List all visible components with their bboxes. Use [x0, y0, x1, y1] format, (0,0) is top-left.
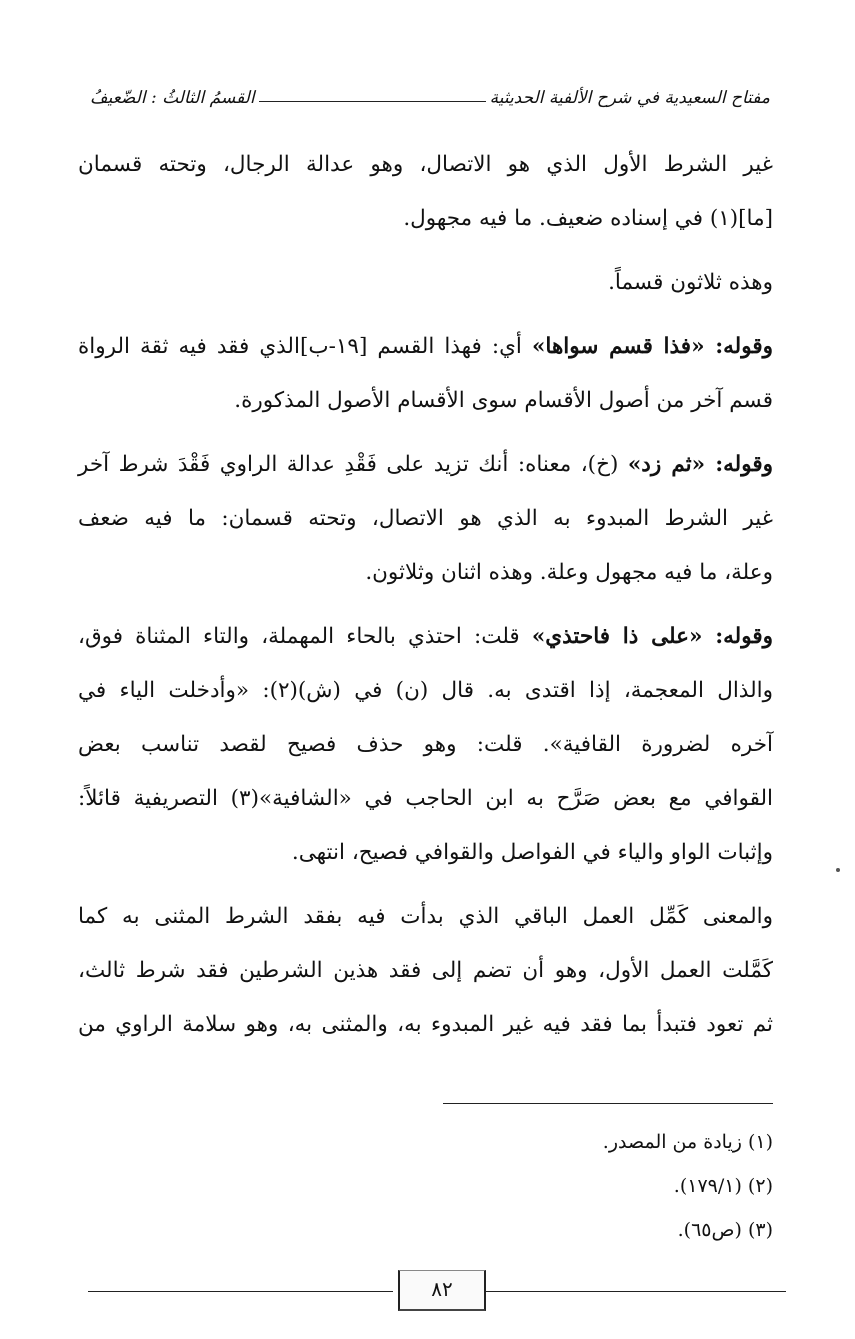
text-line: ثم تعود فتبدأ بما فقد فيه غير المبدوء به، والمثنى به، وهو سلامة الراوي من	[78, 1012, 773, 1037]
text-line: وإثبات الواو والياء في الفواصل والقوافي فصيح، انتهى.	[291, 840, 773, 865]
main-text	[78, 138, 773, 1056]
text-line: وهذه ثلاثون قسماً.	[608, 270, 773, 295]
paragraph	[78, 890, 773, 1052]
footnote: (١) زيادة من المصدر.	[602, 1131, 773, 1153]
text-line: قلت: احتذي بالحاء المهملة، والتاء المثناة فوق،	[78, 624, 520, 649]
text-line: غير الشرط المبدوء به الذي هو الاتصال، وتحته قسمان: ما فيه ضعف	[78, 506, 773, 531]
text-line: والذال المعجمة، إذا اقتدى به. قال (ن) في (ش)(٢): «وأدخلت الياء في	[78, 678, 773, 703]
paragraph	[78, 320, 773, 428]
text-line: وعلة، ما فيه مجهول وعلة. وهذه اثنان وثلاثون.	[365, 560, 773, 585]
text-line: القوافي مع بعض صَرَّح به ابن الحاجب في «الشافية»(٣) التصريفية قائلاً:	[78, 786, 773, 811]
paragraph	[78, 610, 773, 880]
footnotes	[603, 1120, 773, 1252]
lemma: وقوله: «فذا قسم سواها»	[531, 334, 773, 359]
footnote-separator	[443, 1103, 773, 1104]
lemma: وقوله: «على ذا فاحتذي»	[531, 624, 773, 649]
text-line: كَمَّلت العمل الأول، وهو أن تضم إلى فقد هذين الشرطين فقد شرط ثالث،	[78, 958, 773, 983]
scan-speck	[836, 868, 840, 872]
text-line: غير الشرط الأول الذي هو الاتصال، وهو عدالة الرجال، وتحته قسمان	[78, 152, 773, 177]
text-line: [ما](١) في إسناده ضعيف. ما فيه مجهول.	[403, 206, 773, 231]
header-rule	[259, 101, 486, 102]
text-line: آخره لضرورة القافية». قلت: وهو حذف فصيح لقصد تناسب بعض	[78, 732, 773, 757]
footnote: (٢) (١٧٩/١).	[673, 1175, 773, 1197]
book-title: مفتاح السعيدية في شرح الألفية الحديثية	[489, 88, 770, 108]
page-number-rule-right	[486, 1291, 786, 1292]
lemma: وقوله: «ثم زد»	[627, 452, 773, 477]
paragraph	[78, 138, 773, 246]
text-line: والمعنى كَمِّل العمل الباقي الذي بدأت فيه بفقد الشرط المثنى به كما	[78, 904, 773, 929]
text-line: أي: فهذا القسم [١٩-ب]الذي فقد فيه ثقة الرواة	[78, 334, 522, 359]
page-number: ٨٢	[398, 1270, 486, 1311]
footnote: (٣) (ص٦٥).	[677, 1219, 773, 1241]
paragraph	[78, 438, 773, 600]
page-number-rule-left	[88, 1291, 393, 1292]
section-title: القسمُ الثالثُ : الضّعيفُ	[90, 88, 255, 108]
text-line: قسم آخر من أصول الأقسام سوى الأقسام الأصول المذكورة.	[234, 388, 773, 413]
text-line: (خ)، معناه: أنك تزيد على فَقْدِ عدالة الراوي فَقْدَ شرط آخر	[78, 452, 619, 477]
running-header	[90, 82, 770, 108]
paragraph	[78, 256, 773, 310]
